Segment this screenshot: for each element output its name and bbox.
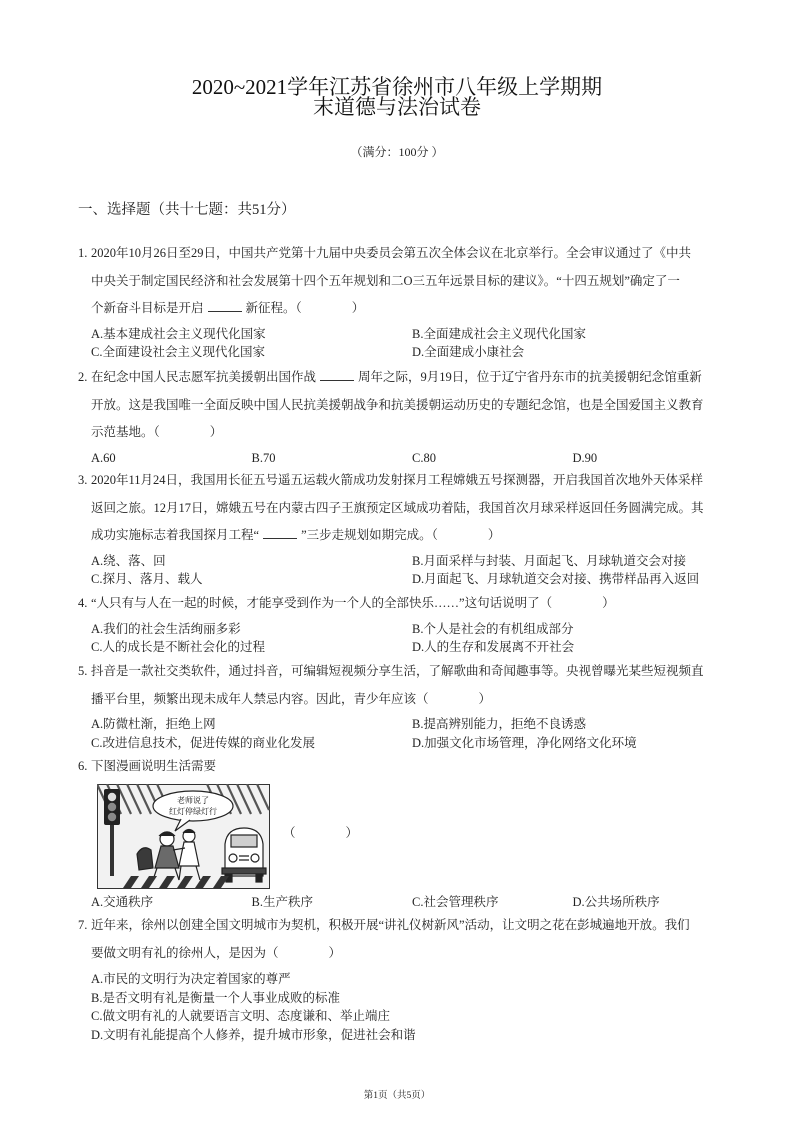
question-text-line: 中央关于制定国民经济和社会发展第十四个五年规划和二O三五年远景目标的建议》。“十四五规划”确定了一 bbox=[91, 273, 680, 288]
question-number: 2. bbox=[78, 370, 88, 384]
question-number: 4. bbox=[78, 596, 88, 610]
option-d: D.月面起飞、月球轨道交会对接、携带样品再入返回 bbox=[412, 572, 700, 587]
options bbox=[78, 715, 758, 752]
option-c: C.做文明有礼的人就要语言文明、态度谦和、举止端庄 bbox=[91, 1009, 390, 1024]
question-text-part: 在纪念中国人民志愿军抗美援朝出国作战 bbox=[91, 370, 317, 384]
question-text-line: 播平台里，频繁出现未成年人禁忌内容。因此，青少年应该（ ） bbox=[91, 691, 492, 706]
question-text-line: “人只有与人在一起的时候，才能享受到作为一个人的全部快乐……”这句话说明了（ ） bbox=[91, 596, 615, 610]
option-d: D.文明有礼能提高个人修养，提升城市形象，促进社会和谐 bbox=[91, 1027, 416, 1042]
question-text-part: 新征程。（ ） bbox=[245, 301, 365, 315]
question-text-part: 周年之际，9月19日，位于辽宁省丹东市的抗美援朝纪念馆重新 bbox=[358, 370, 702, 384]
option-a: A.防微杜渐，拒绝上网 bbox=[91, 717, 216, 731]
option-c: C.改进信息技术，促进传媒的商业化发展 bbox=[91, 735, 315, 750]
question-text-part: 个新奋斗目标是开启 bbox=[91, 301, 204, 315]
page-title bbox=[0, 75, 794, 119]
question-number: 6. bbox=[78, 759, 88, 773]
fill-blank bbox=[263, 528, 297, 539]
question-2 bbox=[78, 364, 758, 467]
option-c: C.80 bbox=[412, 450, 436, 465]
question-6 bbox=[78, 753, 758, 911]
question-number: 7. bbox=[78, 918, 88, 932]
question-text-line: 示范基地。（ ） bbox=[91, 425, 223, 439]
question-number: 1. bbox=[78, 246, 88, 260]
options bbox=[78, 325, 758, 362]
question-text-line: 近年来，徐州以创建全国文明城市为契机，积极开展“讲礼仪树新风”活动，让文明之花在彭城遍地开放。我们 bbox=[91, 918, 690, 932]
question-text-line bbox=[78, 522, 758, 550]
option-c: C.全面建设社会主义现代化国家 bbox=[91, 345, 265, 360]
option-a: A.60 bbox=[91, 450, 116, 465]
car bbox=[222, 828, 266, 882]
question-number: 5. bbox=[78, 664, 88, 678]
options bbox=[78, 449, 758, 468]
question-4 bbox=[78, 590, 758, 657]
options bbox=[78, 552, 758, 589]
options bbox=[78, 893, 758, 912]
question-text-line: 下图漫画说明生活需要 bbox=[91, 759, 217, 773]
option-d: D.公共场所秩序 bbox=[572, 894, 660, 909]
question-3 bbox=[78, 467, 758, 589]
option-d: D.人的生存和发展离不开社会 bbox=[412, 640, 575, 655]
option-c: C.探月、落月、载人 bbox=[91, 572, 203, 587]
option-a: A.交通秩序 bbox=[91, 894, 154, 909]
question-7 bbox=[78, 912, 758, 1044]
option-b: B.70 bbox=[251, 450, 276, 465]
fill-blank bbox=[208, 301, 242, 312]
option-b: B.个人是社会的有机组成部分 bbox=[412, 621, 574, 636]
option-d: D.加强文化市场管理，净化网络文化环境 bbox=[412, 735, 637, 750]
option-a: A.基本建成社会主义现代化国家 bbox=[91, 326, 266, 341]
options bbox=[78, 620, 758, 657]
option-b: B.月面采样与封装、月面起飞、月球轨道交会对接 bbox=[412, 553, 686, 568]
traffic-cartoon bbox=[97, 784, 270, 889]
page-footer: 第1页（共5页） bbox=[363, 1091, 431, 1101]
option-a: A.市民的文明行为决定着国家的尊严 bbox=[91, 972, 291, 986]
option-c: C.社会管理秩序 bbox=[412, 894, 499, 909]
question-text-line bbox=[78, 364, 758, 392]
bubble-text-line-2: 红灯停绿灯行 bbox=[169, 806, 217, 816]
title-line-1: 2020~2021学年江苏省徐州市八年级上学期期 bbox=[191, 75, 603, 99]
title-line-2: 末道德与法治试卷 bbox=[313, 94, 481, 119]
option-a: A.我们的社会生活绚丽多彩 bbox=[91, 621, 241, 636]
section-heading: 一、选择题（共十七题：共51分） bbox=[78, 202, 296, 218]
question-5 bbox=[78, 658, 758, 752]
full-score: （满分：100分 ） bbox=[350, 145, 444, 159]
option-b: B.是否文明有礼是衡量一个人事业成败的标准 bbox=[91, 990, 340, 1005]
question-text-part: ”三步走规划如期完成。（ ） bbox=[301, 528, 501, 542]
fill-blank bbox=[320, 370, 354, 381]
option-a: A.绕、落、回 bbox=[91, 553, 166, 568]
question-text-part: 成功实施标志着我国探月工程“ bbox=[91, 528, 260, 542]
cartoon-figure-row bbox=[78, 784, 758, 889]
option-b: B.提高辨别能力，拒绝不良诱惑 bbox=[412, 717, 586, 731]
option-c: C.人的成长是不断社会化的过程 bbox=[91, 640, 265, 655]
question-text-line: 2020年11月24日，我国用长征五号遥五运载火箭成功发射探月工程嫦娥五号探测器，开启我国首次地外天体采样 bbox=[91, 473, 704, 487]
bubble-text-line-1: 老师说了 bbox=[177, 795, 209, 805]
question-text-line: 2020年10月26日至29日，中国共产党第十九届中央委员会第五次全体会议在北京举行。全会审议通过了《中共 bbox=[91, 246, 692, 260]
question-text-line: 开放。这是我国唯一全面反映中国人民抗美援朝战争和抗美援朝运动历史的专题纪念馆，也是全国爱国主义教育 bbox=[91, 397, 704, 412]
question-text-line bbox=[78, 295, 758, 323]
question-1 bbox=[78, 240, 758, 362]
option-d: D.全面建成小康社会 bbox=[412, 345, 525, 360]
option-b: B.生产秩序 bbox=[251, 894, 313, 909]
option-b: B.全面建成社会主义现代化国家 bbox=[412, 326, 586, 341]
options bbox=[78, 970, 758, 1044]
answer-parentheses: （ ） bbox=[283, 825, 359, 840]
option-d: D.90 bbox=[572, 450, 598, 465]
question-text-line: 抖音是一款社交类软件，通过抖音，可编辑短视频分享生活，了解歌曲和奇闻趣事等。央视曾曝光某些短视频直 bbox=[91, 664, 704, 678]
question-text-line: 要做文明有礼的徐州人，是因为（ ） bbox=[91, 945, 342, 960]
question-text-line: 返回之旅。12月17日，嫦娥五号在内蒙古四子王旗预定区域成功着陆，我国首次月球采样返回任务圆满完成。其 bbox=[91, 500, 704, 515]
question-number: 3. bbox=[78, 473, 88, 487]
